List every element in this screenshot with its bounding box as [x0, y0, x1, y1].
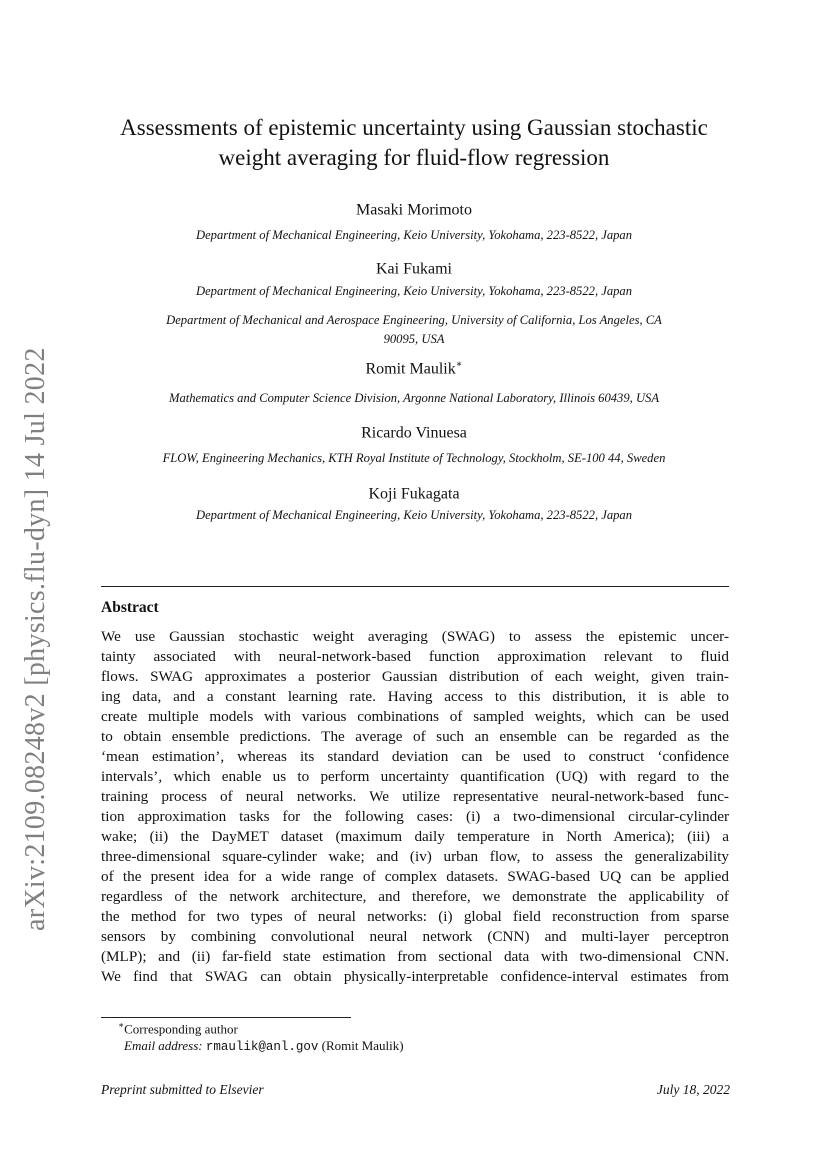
abstract-heading: Abstract: [101, 599, 159, 616]
author-affiliation: Mathematics and Computer Science Division, Argonne National Laboratory, Illinois 60439, USA: [168, 391, 660, 405]
author-name: Koji Fukagata: [368, 485, 460, 503]
author-affiliation: FLOW, Engineering Mechanics, KTH Royal Institute of Technology, Stockholm, SE-100 44, Sweden: [162, 451, 666, 465]
footnote-corresponding: ∗Corresponding author: [118, 1020, 238, 1037]
abstract-line: tion approximation tasks for the following cases: (i) a two-dimensional circular-cylinder: [101, 808, 729, 825]
abstract-line: to obtain ensemble predictions. The average of such an ensemble can be regarded as the: [101, 728, 729, 745]
arxiv-identifier-stamp: arXiv:2109.08248v2 [physics.flu-dyn] 14 Jul 2022: [20, 347, 51, 931]
abstract-line: create multiple models with various combinations of sampled weights, which can be used: [101, 708, 729, 725]
abstract-line: of the present idea for a wide range of complex datasets. SWAG-based UQ can be applied: [101, 868, 729, 885]
abstract-body: [101, 627, 729, 987]
title-line: Assessments of epistemic uncertainty using Gaussian stochastic: [120, 115, 708, 140]
paper-title: [0, 113, 828, 173]
abstract-line: wake; (ii) the DayMET dataset (maximum daily temperature in North America); (iii) a: [101, 828, 729, 845]
abstract-line: (MLP); and (ii) far-field state estimation from sectional data with two-dimensional CNN.: [101, 948, 729, 965]
author-name: Romit Maulik∗: [365, 359, 463, 378]
author-name: Masaki Morimoto: [356, 201, 472, 219]
abstract-line: three-dimensional square-cylinder wake; and (iv) urban flow, to assess the generalizability: [101, 848, 729, 865]
author-affiliation: Department of Mechanical and Aerospace Engineering, University of California, Los Angeles, CA 90095, USA: [166, 313, 662, 346]
footer-date: July 18, 2022: [656, 1082, 730, 1097]
email-link[interactable]: rmaulik@anl.gov: [205, 1040, 319, 1054]
abstract-line: We find that SWAG can obtain physically-interpretable confidence-interval estimates from: [101, 968, 729, 985]
title-line: weight averaging for fluid-flow regression: [218, 145, 610, 170]
author-affiliation: Department of Mechanical Engineering, Keio University, Yokohama, 223-8522, Japan: [195, 508, 633, 522]
footnote-rule: [101, 1017, 351, 1018]
abstract-line: tainty associated with neural-network-based function approximation relevant to fluid: [101, 648, 729, 665]
footnote-email: Email address: rmaulik@anl.gov (Romit Maulik): [124, 1038, 404, 1054]
author-name: Ricardo Vinuesa: [361, 424, 467, 442]
abstract-top-rule: [101, 586, 729, 587]
abstract-line: We use Gaussian stochastic weight averaging (SWAG) to assess the epistemic uncer-: [101, 628, 729, 645]
abstract-line: ing data, and a constant learning rate. Having access to this distribution, it is able to: [101, 688, 729, 705]
author-affiliation: Department of Mechanical Engineering, Keio University, Yokohama, 223-8522, Japan: [195, 284, 633, 298]
abstract-line: sensors by combining convolutional neural network (CNN) and multi-layer perceptron: [101, 928, 729, 945]
abstract-line: regardless of the network architecture, and therefore, we demonstrate the applicability of: [101, 888, 729, 905]
abstract-line: training process of neural networks. We utilize representative neural-network-based func-: [101, 788, 729, 805]
author-affiliation: Department of Mechanical Engineering, Keio University, Yokohama, 223-8522, Japan: [195, 228, 633, 242]
abstract-line: intervals’, which enable us to perform uncertainty quantification (UQ) with regard to the: [101, 768, 729, 785]
author-name: Kai Fukami: [376, 260, 452, 278]
abstract-line: the method for two types of neural networks: (i) global field reconstruction from sparse: [101, 908, 729, 925]
footer-preprint-note: Preprint submitted to Elsevier: [101, 1082, 264, 1097]
abstract-line: flows. SWAG approximates a posterior Gaussian distribution of each weight, given train-: [101, 668, 729, 685]
abstract-line: ‘mean estimation’, whereas its standard deviation can be used to construct ‘confidence: [101, 748, 729, 765]
